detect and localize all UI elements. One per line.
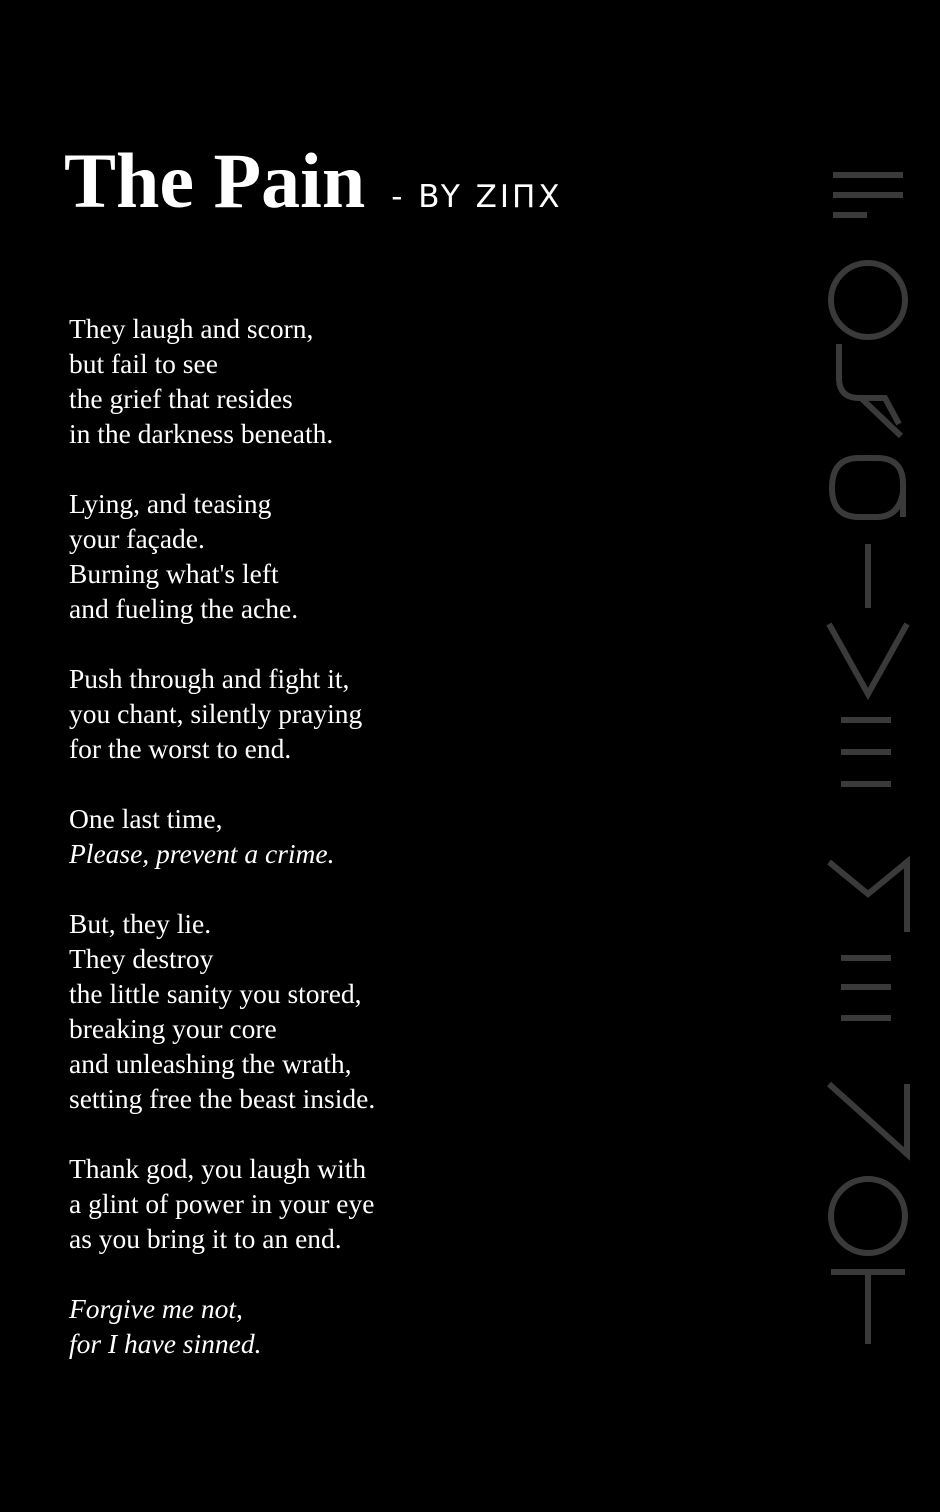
poem-line: for I have sinned.: [69, 1328, 262, 1359]
poem-line: the grief that resides: [69, 383, 293, 414]
letter-n: [829, 1084, 907, 1154]
letter-o-2: [831, 1179, 905, 1253]
stanza: [69, 1291, 375, 1361]
letter-f: [833, 175, 903, 215]
stanza: [69, 486, 375, 626]
poem-line: the little sanity you stored,: [69, 978, 362, 1009]
stanza: [69, 801, 375, 871]
poem-line: They laugh and scorn,: [69, 313, 314, 344]
poem-line: Forgive me not,: [69, 1293, 243, 1324]
poem-line: in the darkness beneath.: [69, 418, 334, 449]
poem-line: Lying, and teasing: [69, 488, 272, 519]
poem-body: [69, 311, 375, 1396]
poem-line: and fueling the ache.: [69, 593, 299, 624]
poem-line: Push through and fight it,: [69, 663, 350, 694]
poem-line: as you bring it to an end.: [69, 1223, 342, 1254]
letter-e-1: [841, 720, 891, 784]
letter-o: [831, 263, 905, 337]
letter-t: [831, 1272, 905, 1344]
poem-line: But, they lie.: [69, 908, 212, 939]
poem-line: a glint of power in your eye: [69, 1188, 375, 1219]
poem-line: Please, prevent a crime.: [69, 838, 335, 869]
letter-g: [832, 458, 903, 517]
stanza: [69, 1151, 375, 1256]
poem-header: [64, 137, 563, 224]
stanza: [69, 661, 375, 766]
letter-v: [829, 624, 907, 694]
letter-m: [829, 862, 907, 932]
poem-title: The Pain: [64, 137, 366, 224]
poem-line: your façade.: [69, 523, 205, 554]
letter-e-2: [841, 958, 891, 1018]
poem-line: but fail to see: [69, 348, 218, 379]
side-title-graphic: [827, 172, 917, 1352]
poem-line: Thank god, you laugh with: [69, 1153, 367, 1184]
poem-line: breaking your core: [69, 1013, 277, 1044]
poem-line: setting free the beast inside.: [69, 1083, 376, 1114]
author-byline: - BY ZIΠX: [391, 179, 563, 215]
poem-line: One last time,: [69, 803, 223, 834]
poem-line: and unleashing the wrath,: [69, 1048, 352, 1079]
poem-line: you chant, silently praying: [69, 698, 363, 729]
poem-line: Burning what's left: [69, 558, 279, 589]
letter-r: [839, 344, 901, 436]
stanza: [69, 311, 375, 451]
poem-line: They destroy: [69, 943, 214, 974]
stanza: [69, 906, 375, 1116]
poem-line: for the worst to end.: [69, 733, 292, 764]
